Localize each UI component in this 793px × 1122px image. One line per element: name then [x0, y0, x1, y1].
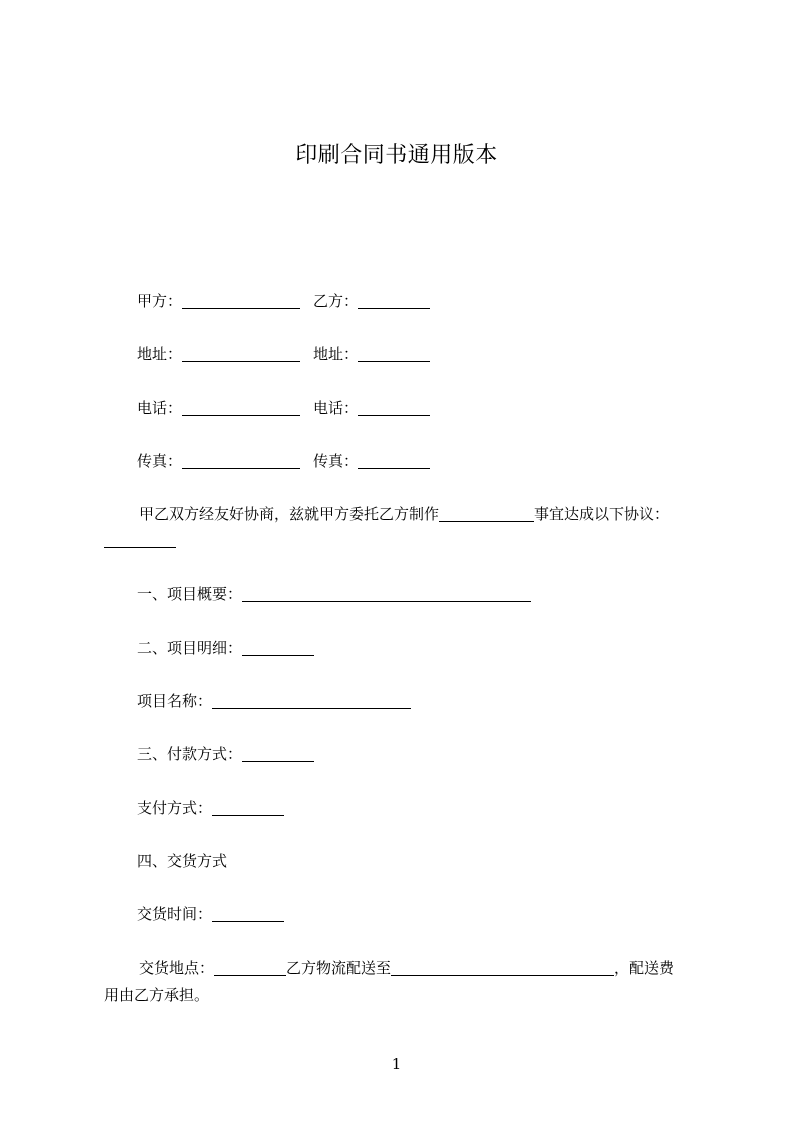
payment-method-label: 支付方式： — [137, 799, 213, 817]
payment-row — [137, 744, 314, 764]
phone-a-label: 电话： — [137, 399, 183, 417]
phone-row-b — [313, 398, 430, 418]
intro-blank[interactable] — [439, 506, 534, 522]
project-name-blank[interactable] — [212, 693, 411, 709]
intro-text-1: 甲乙双方经友好协商，兹就甲方委托乙方制作 — [139, 505, 440, 523]
delivery-time-label: 交货时间： — [137, 905, 213, 923]
fax-row-b — [313, 451, 430, 471]
overview-row — [137, 584, 531, 604]
delivery-place-blank[interactable] — [214, 960, 286, 976]
details-row — [137, 638, 314, 658]
fax-a-blank[interactable] — [182, 453, 300, 469]
party-a-label: 甲方： — [137, 292, 183, 310]
party-row-b — [313, 291, 430, 311]
delivery-label: 四、交货方式 — [137, 852, 228, 870]
delivery-time-blank[interactable] — [212, 906, 284, 922]
phone-b-label: 电话： — [313, 399, 359, 417]
party-b-blank[interactable] — [358, 293, 430, 309]
party-row-a — [137, 291, 300, 311]
address-b-label: 地址： — [313, 345, 359, 363]
payment-blank[interactable] — [242, 746, 314, 762]
party-a-blank[interactable] — [182, 293, 300, 309]
delivery-place-row — [139, 958, 674, 978]
overview-label: 一、项目概要： — [137, 585, 243, 603]
page-title: 印刷合同书通用版本 — [295, 143, 498, 168]
party-b-label: 乙方： — [313, 292, 359, 310]
delivery-heading — [137, 851, 227, 871]
intro-text-2: 事宜达成以下协议： — [534, 505, 670, 523]
page-number: 1 — [391, 1055, 402, 1073]
address-a-label: 地址： — [137, 345, 183, 363]
delivery-time-row — [137, 904, 284, 924]
fax-row-a — [137, 451, 300, 471]
phone-b-blank[interactable] — [358, 400, 430, 416]
intro-cont-blank[interactable] — [104, 532, 176, 548]
details-label: 二、项目明细： — [137, 639, 243, 657]
address-row-b — [313, 344, 430, 364]
intro-continuation — [104, 530, 176, 550]
address-row-a — [137, 344, 300, 364]
address-b-blank[interactable] — [358, 346, 430, 362]
delivery-cont-text: 用由乙方承担。 — [104, 986, 210, 1004]
details-blank[interactable] — [242, 640, 314, 656]
project-name-row — [137, 691, 411, 711]
fax-a-label: 传真： — [137, 452, 183, 470]
delivery-mid-text: 乙方物流配送至 — [286, 959, 392, 977]
address-a-blank[interactable] — [182, 346, 300, 362]
delivery-tail-text: ，配送费 — [614, 959, 675, 977]
payment-method-row — [137, 798, 284, 818]
fax-b-label: 传真： — [313, 452, 359, 470]
delivery-continuation — [104, 985, 209, 1005]
delivery-place-label: 交货地点： — [139, 959, 215, 977]
phone-row-a — [137, 398, 300, 418]
project-name-label: 项目名称： — [137, 692, 213, 710]
overview-blank[interactable] — [242, 586, 531, 602]
phone-a-blank[interactable] — [182, 400, 300, 416]
delivery-destination-blank[interactable] — [391, 960, 614, 976]
fax-b-blank[interactable] — [358, 453, 430, 469]
intro-paragraph — [139, 504, 669, 524]
payment-label: 三、付款方式： — [137, 745, 243, 763]
payment-method-blank[interactable] — [212, 800, 284, 816]
